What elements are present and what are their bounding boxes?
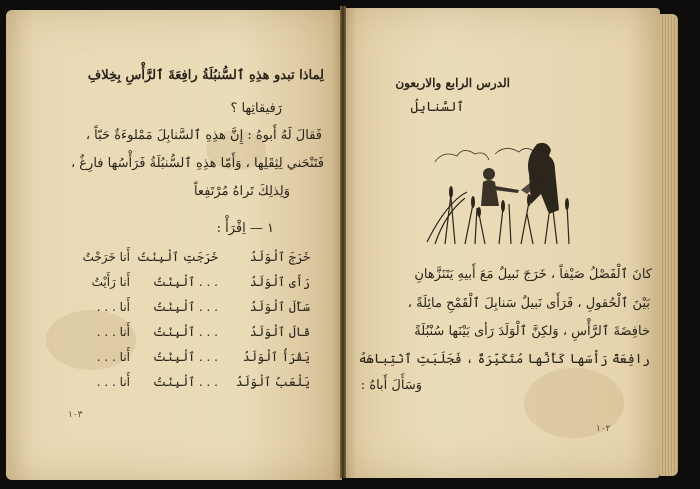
table-cell: . . . ٱلْبِنْتُ: [152, 300, 218, 314]
table-cell: رَأَى ٱلْوَلَدُ: [249, 275, 310, 289]
illustration-father: [521, 143, 559, 214]
table-cell: خَرَجَ ٱلْوَلَدُ: [249, 250, 310, 264]
table-cell: سَأَلَ ٱلْوَلَدُ: [249, 300, 310, 314]
left-body-line-2: فَتَنْحَني لِثِقَلِها ، وَأَمّا هذِهِ ٱلسُّنبُلَةُ فَرَأْسُها فارِغٌ ،: [70, 156, 324, 171]
right-body-line-1: كانَ ٱلْفَصْلُ صَيْفاً ، خَرَجَ نَبيلٌ مَعَ أَبيهِ يَتَنَزَّهانِ: [414, 267, 652, 282]
left-question-line-2: رَفيقاتِها ؟: [230, 101, 282, 116]
table-cell: أَنا . . .: [96, 375, 130, 389]
page-edges: [660, 14, 678, 476]
left-page-number: ١٠٣: [68, 410, 83, 420]
table-cell: يَلْعَبُ ٱلْوَلَدُ: [235, 375, 310, 389]
illustration-boy: [481, 168, 519, 206]
illustration-clouds: [435, 148, 537, 162]
table-cell: أَنا . . .: [96, 300, 130, 314]
lesson-subtitle: ٱلسَّنابِلُ: [410, 100, 464, 115]
right-page-number: ١٠٢: [596, 424, 611, 434]
table-cell: . . . ٱلْبِنْتُ: [152, 325, 218, 339]
left-question-line-1: لِماذا تبدو هذِهِ ٱلسُّنبُلَةُ رافِعَةَ ٱلرَّأْسِ بِخِلافِ: [87, 68, 324, 83]
table-cell: . . . ٱلْبِنْتُ: [152, 275, 218, 289]
exercise-table: [60, 250, 310, 390]
table-cell: أَنا . . .: [96, 325, 130, 339]
table-cell: أَنا . . .: [96, 350, 130, 364]
table-cell: أَنا خَرَجْتُ: [82, 250, 130, 264]
exercise-heading: ١ — اِقْرَأْ :: [216, 221, 274, 236]
right-body-line-3: خافِضَةَ ٱلرَّأْسِ ، وَلكِنَّ ٱلْوَلَدَ رَأى بَيْنَها سُنْبُلَةً: [414, 324, 650, 339]
book-gutter: [340, 6, 346, 478]
right-body-line-4: رافِعَةً رَأْسَها كَأَنَّها مُتَكَبِّرَةٌ ، فَجَلَبَتِ ٱنْتِباهَهُ: [358, 352, 650, 367]
right-body-line-2: بَيْنَ ٱلْحُقولِ ، فَرَأَى نَبيلٌ سَنابِلَ ٱلْقَمْحِ مائِلَةً ،: [407, 296, 650, 311]
father-son-wheat-illustration: [425, 132, 575, 246]
table-cell: قالَ ٱلْوَلَدُ: [249, 325, 310, 339]
left-body-line-1: فَقالَ لَهُ أَبوهُ : إِنَّ هذِهِ ٱلسَّنابِلَ مَمْلوءَةٌ حَبّاً ،: [85, 128, 322, 143]
left-body-line-3: وَلِذلِكَ تَراهُ مُرْتَفِعاً: [193, 184, 290, 199]
lesson-title: الدرس الرابع والاربعون: [395, 76, 510, 90]
table-cell: يَقْرَأُ ٱلْوَلَدُ: [242, 350, 310, 364]
table-cell: . . . ٱلْبِنْتُ: [152, 350, 218, 364]
table-cell: أَنا رَأَيْتُ: [91, 275, 130, 289]
table-cell: . . . ٱلْبِنْتُ: [152, 375, 218, 389]
table-cell: خَرَجَتِ ٱلْبِنْتُ: [136, 250, 218, 264]
right-body-line-5: وَسَأَلَ أَباهُ :: [360, 378, 422, 393]
